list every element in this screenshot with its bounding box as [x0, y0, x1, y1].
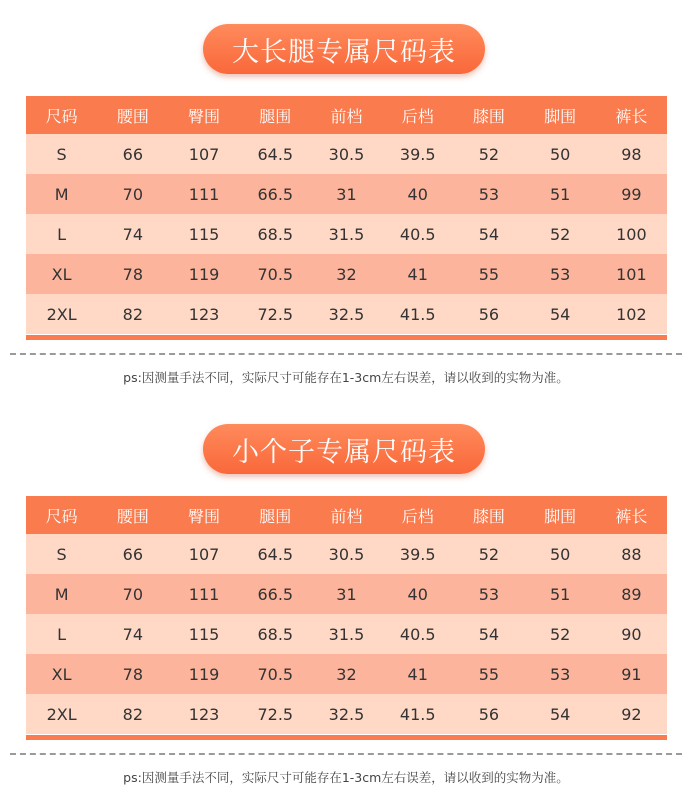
- table-cell: 41.5: [382, 694, 453, 734]
- header-cell: 前档: [311, 96, 382, 134]
- table-cell: 92: [596, 694, 667, 734]
- table-row: [26, 134, 667, 174]
- table-cell: 111: [168, 574, 239, 614]
- table-cell: 54: [525, 694, 596, 734]
- header-cell: 腿围: [240, 496, 311, 534]
- table-cell: 31: [311, 174, 382, 214]
- table-header-row: [26, 496, 667, 534]
- table-cell: 89: [596, 574, 667, 614]
- header-cell: 后档: [382, 496, 453, 534]
- table-cell: 66.5: [240, 174, 311, 214]
- header-cell: 腰围: [97, 496, 168, 534]
- table-row: [26, 654, 667, 694]
- table-cell: 100: [596, 214, 667, 254]
- table-cell: 107: [168, 134, 239, 174]
- size-cell: M: [26, 574, 97, 614]
- table-row: [26, 534, 667, 574]
- table-cell: 107: [168, 534, 239, 574]
- table-cell: 115: [168, 614, 239, 654]
- table-cell: 74: [97, 614, 168, 654]
- header-cell: 膝围: [453, 496, 524, 534]
- table-cell: 78: [97, 654, 168, 694]
- table-cell: 68.5: [240, 614, 311, 654]
- header-cell: 腿围: [240, 96, 311, 134]
- header-cell: 裤长: [596, 96, 667, 134]
- header-cell: 腰围: [97, 96, 168, 134]
- table-cell: 40.5: [382, 614, 453, 654]
- table-cell: 39.5: [382, 534, 453, 574]
- header-cell: 尺码: [26, 496, 97, 534]
- header-cell: 脚围: [525, 96, 596, 134]
- table-cell: 53: [453, 574, 524, 614]
- table-cell: 78: [97, 254, 168, 294]
- table-cell: 56: [453, 694, 524, 734]
- table-cell: 55: [453, 254, 524, 294]
- table-row: [26, 254, 667, 294]
- table-cell: 56: [453, 294, 524, 334]
- table-cell: 54: [453, 214, 524, 254]
- table-cell: 66.5: [240, 574, 311, 614]
- table-cell: 90: [596, 614, 667, 654]
- size-cell: 2XL: [26, 694, 97, 734]
- dashed-divider: [10, 353, 682, 355]
- size-cell: XL: [26, 654, 97, 694]
- size-cell: 2XL: [26, 294, 97, 334]
- size-cell: M: [26, 174, 97, 214]
- measurement-note: ps:因测量手法不同，实际尺寸可能存在1-3cm左右误差，请以收到的实物为准。: [123, 370, 569, 385]
- table-cell: 41: [382, 654, 453, 694]
- table-row: [26, 214, 667, 254]
- table-cell: 82: [97, 294, 168, 334]
- table-cell: 119: [168, 654, 239, 694]
- table-cell: 32: [311, 654, 382, 694]
- size-cell: XL: [26, 254, 97, 294]
- size-table: [26, 96, 667, 334]
- table-cell: 66: [97, 534, 168, 574]
- header-cell: 臀围: [168, 496, 239, 534]
- table-cell: 41.5: [382, 294, 453, 334]
- table-cell: 54: [453, 614, 524, 654]
- table-cell: 98: [596, 134, 667, 174]
- table-cell: 102: [596, 294, 667, 334]
- size-cell: S: [26, 134, 97, 174]
- table-cell: 70.5: [240, 654, 311, 694]
- table-cell: 68.5: [240, 214, 311, 254]
- size-cell: S: [26, 534, 97, 574]
- table-cell: 30.5: [311, 534, 382, 574]
- table-cell: 31.5: [311, 614, 382, 654]
- table-cell: 111: [168, 174, 239, 214]
- table-cell: 40: [382, 174, 453, 214]
- table-cell: 115: [168, 214, 239, 254]
- table-cell: 32: [311, 254, 382, 294]
- dashed-divider: [10, 753, 682, 755]
- section-title: 大长腿专属尺码表: [203, 24, 485, 74]
- header-cell: 膝围: [453, 96, 524, 134]
- header-cell: 后档: [382, 96, 453, 134]
- table-header-row: [26, 96, 667, 134]
- section-title: 小个子专属尺码表: [203, 424, 485, 474]
- table-cell: 52: [453, 134, 524, 174]
- table-cell: 64.5: [240, 534, 311, 574]
- table-row: [26, 174, 667, 214]
- table-cell: 54: [525, 294, 596, 334]
- table-cell: 53: [525, 254, 596, 294]
- table-cell: 66: [97, 134, 168, 174]
- table-row: [26, 574, 667, 614]
- table-cell: 52: [525, 614, 596, 654]
- table-cell: 72.5: [240, 294, 311, 334]
- header-cell: 尺码: [26, 96, 97, 134]
- table-cell: 32.5: [311, 694, 382, 734]
- table-cell: 52: [525, 214, 596, 254]
- table-cell: 31: [311, 574, 382, 614]
- table-cell: 30.5: [311, 134, 382, 174]
- header-cell: 裤长: [596, 496, 667, 534]
- measurement-note: ps:因测量手法不同，实际尺寸可能存在1-3cm左右误差，请以收到的实物为准。: [123, 770, 569, 785]
- table-cell: 123: [168, 694, 239, 734]
- table-cell: 50: [525, 134, 596, 174]
- table-cell: 52: [453, 534, 524, 574]
- table-cell: 119: [168, 254, 239, 294]
- table-cell: 70: [97, 174, 168, 214]
- table-cell: 70: [97, 574, 168, 614]
- table-cell: 64.5: [240, 134, 311, 174]
- table-row: [26, 294, 667, 334]
- table-cell: 50: [525, 534, 596, 574]
- table-cell: 51: [525, 174, 596, 214]
- table-cell: 55: [453, 654, 524, 694]
- table-bottom-border: [26, 335, 667, 340]
- table-cell: 70.5: [240, 254, 311, 294]
- header-cell: 脚围: [525, 496, 596, 534]
- table-row: [26, 614, 667, 654]
- table-row: [26, 694, 667, 734]
- table-cell: 101: [596, 254, 667, 294]
- table-cell: 99: [596, 174, 667, 214]
- size-cell: L: [26, 214, 97, 254]
- table-cell: 40: [382, 574, 453, 614]
- table-cell: 31.5: [311, 214, 382, 254]
- table-cell: 88: [596, 534, 667, 574]
- table-cell: 72.5: [240, 694, 311, 734]
- table-cell: 53: [453, 174, 524, 214]
- table-cell: 32.5: [311, 294, 382, 334]
- size-table: [26, 496, 667, 734]
- table-cell: 74: [97, 214, 168, 254]
- table-cell: 91: [596, 654, 667, 694]
- table-bottom-border: [26, 735, 667, 740]
- table-cell: 41: [382, 254, 453, 294]
- table-cell: 82: [97, 694, 168, 734]
- table-cell: 39.5: [382, 134, 453, 174]
- table-cell: 53: [525, 654, 596, 694]
- header-cell: 臀围: [168, 96, 239, 134]
- header-cell: 前档: [311, 496, 382, 534]
- table-cell: 51: [525, 574, 596, 614]
- size-cell: L: [26, 614, 97, 654]
- table-cell: 40.5: [382, 214, 453, 254]
- table-cell: 123: [168, 294, 239, 334]
